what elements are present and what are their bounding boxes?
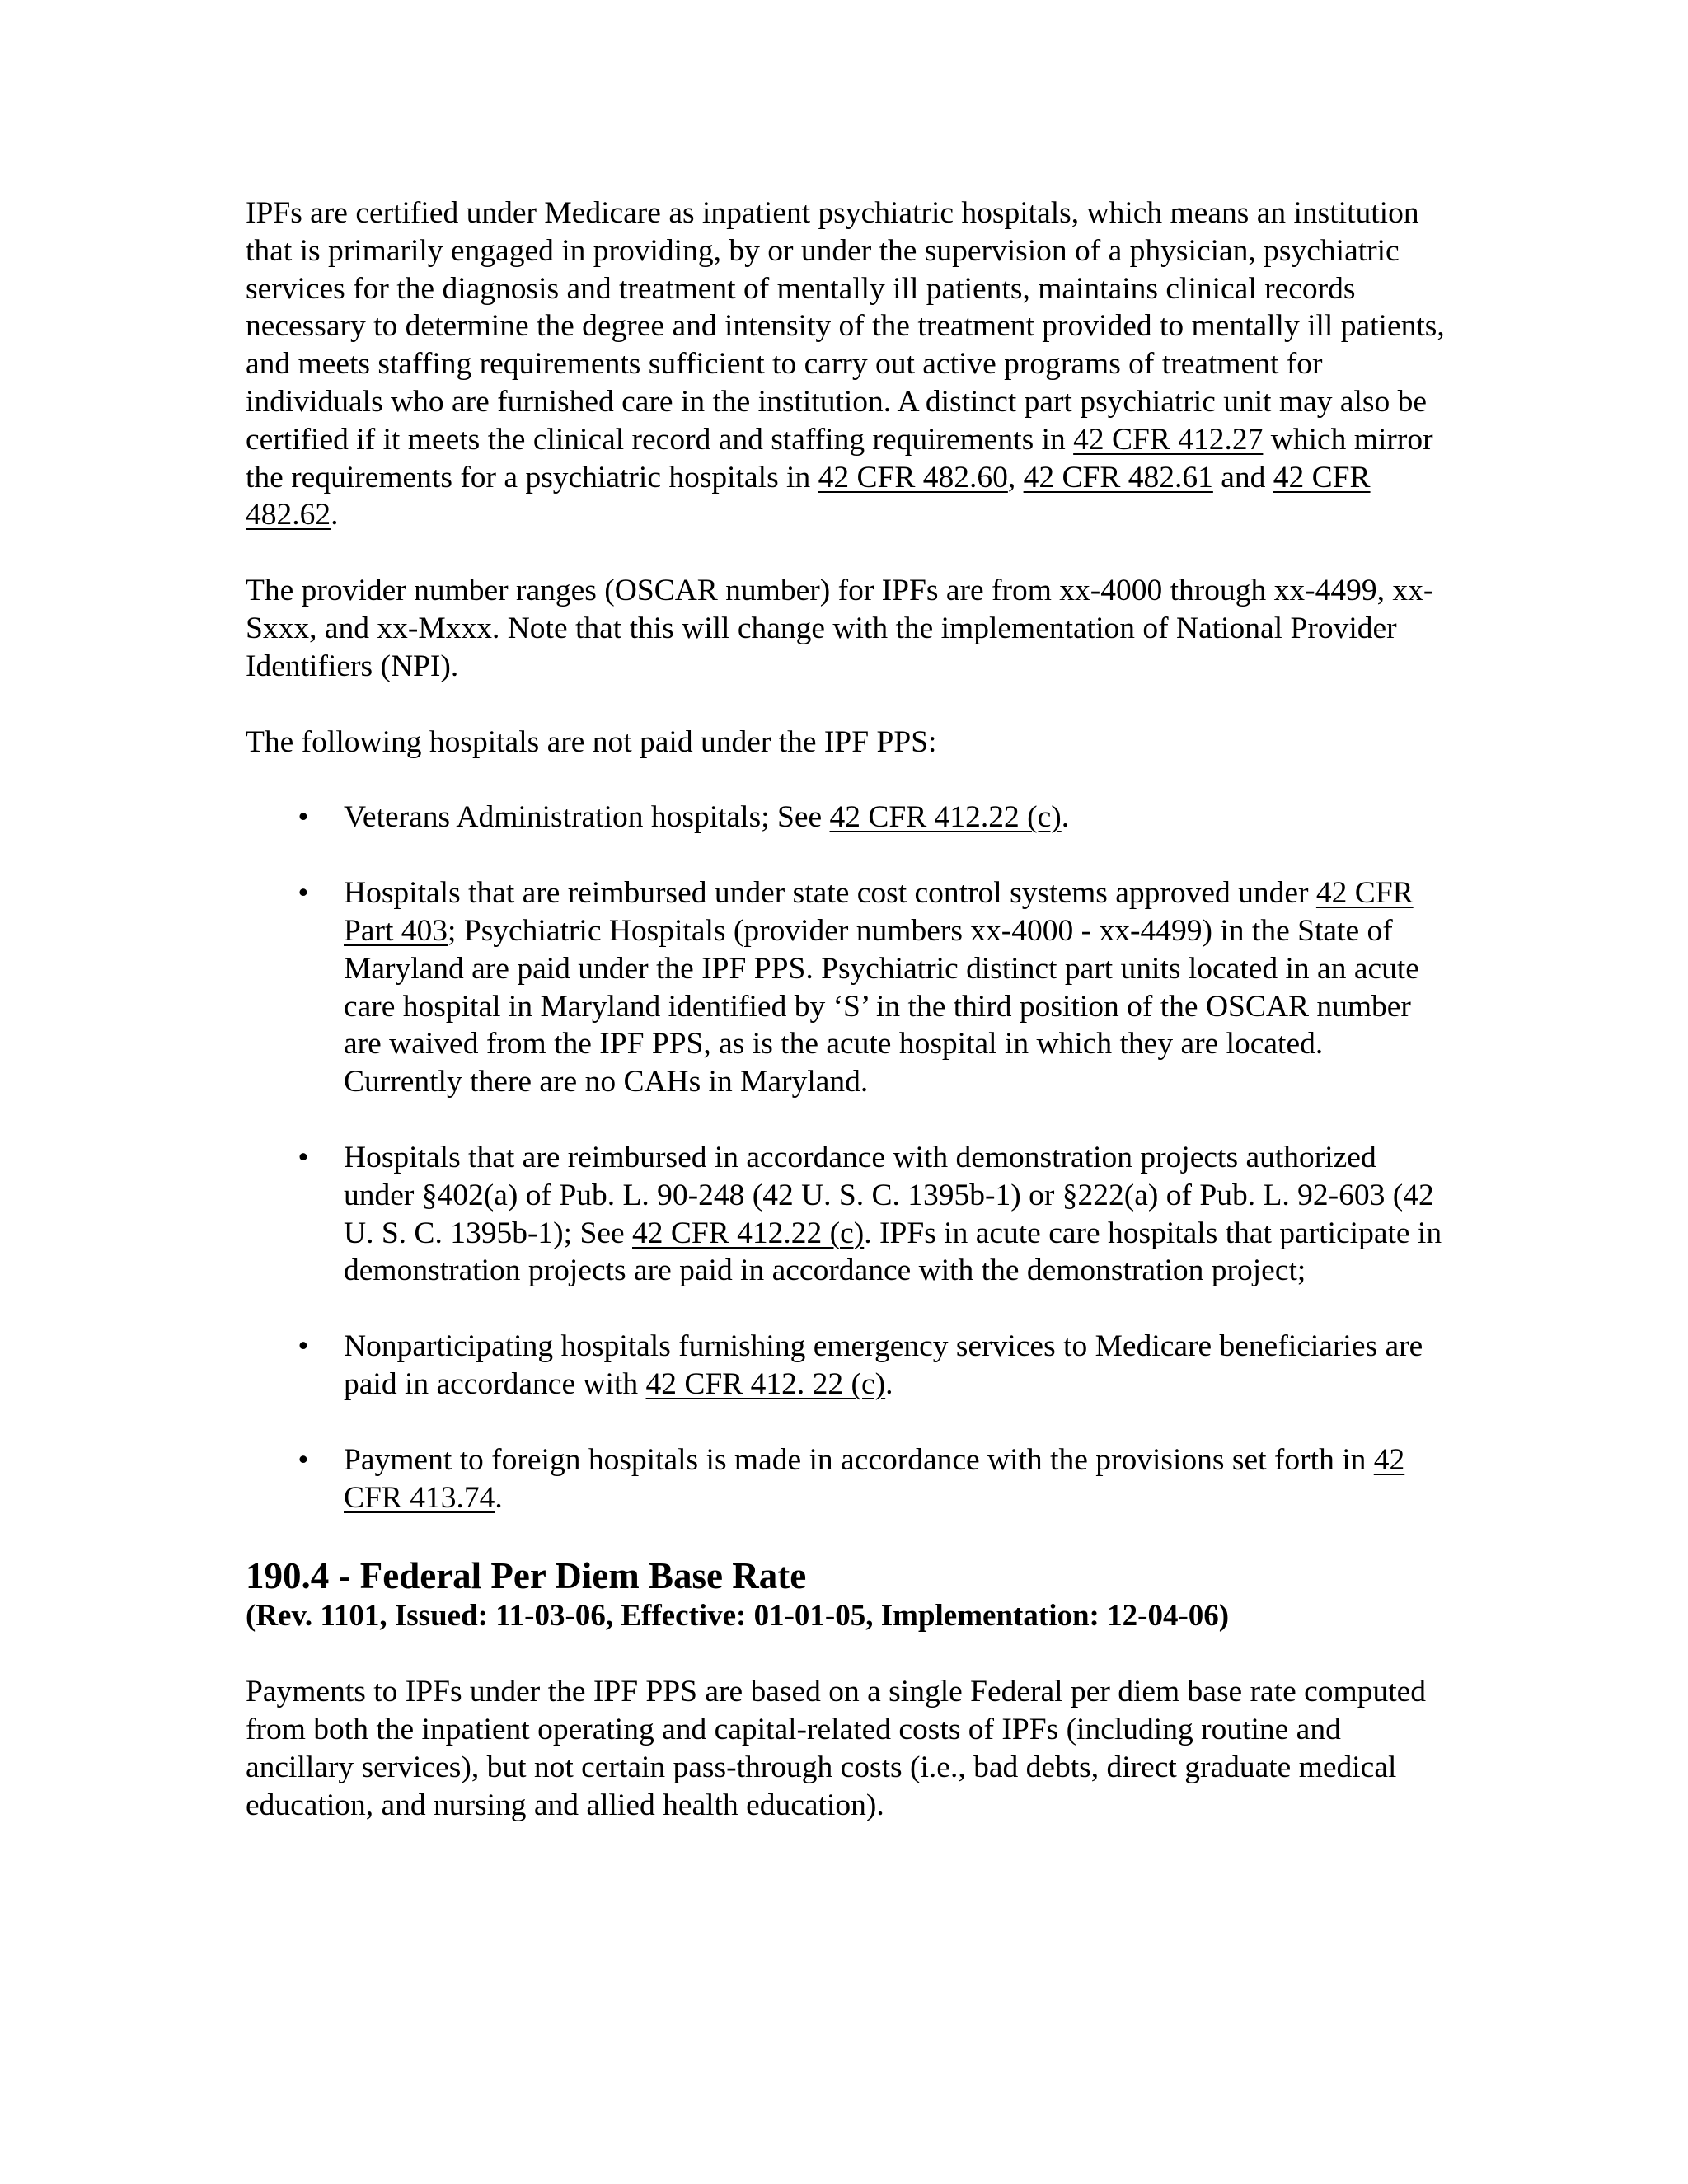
text: which mirror the requirements for a psychiatric hospitals in <box>246 422 1433 494</box>
text: Nonparticipating hospitals furnishing emergency services to Medicare beneficiaries are paid in accordance with <box>344 1329 1423 1401</box>
revision-line: (Rev. 1101, Issued: 11-03-06, Effective: 01-01-05, Implementation: 12-04-06) <box>246 1599 1230 1633</box>
cfr-link-412-22c[interactable]: 42 CFR 412.22 (c) <box>829 800 1062 835</box>
paragraph-per-diem: Payments to IPFs under the IPF PPS are based on a single Federal per diem base rate computed from both the inpatient operating and capital-related costs of IPFs (including routine and ancillary services), but not certain pass-through costs (i.e., bad debts, direct graduate medical education, and nursing and allied health education). <box>246 1675 1427 1822</box>
text: Hospitals that are reimbursed under state cost control systems approved under <box>344 876 1316 911</box>
cfr-link-412-22c[interactable]: 42 CFR 412.22 (c) <box>632 1216 865 1250</box>
paragraph-not-paid-intro: The following hospitals are not paid under the IPF PPS: <box>246 724 937 759</box>
list-item <box>246 874 1449 1101</box>
text: , <box>1007 460 1024 494</box>
text: . <box>1061 800 1070 835</box>
bullet-icon: • <box>298 876 309 911</box>
cfr-link-482-60[interactable]: 42 CFR 482.60 <box>818 460 1008 494</box>
text: . IPFs in acute care hospitals that participate in demonstration projects are paid in accordance with the demonstration project; <box>344 1216 1442 1288</box>
bullet-icon: • <box>298 1442 309 1477</box>
exclusion-list <box>246 799 1449 1516</box>
paragraph-certification <box>246 194 1449 534</box>
text: Payment to foreign hospitals is made in accordance with the provisions set forth in <box>344 1442 1374 1477</box>
text: ; Psychiatric Hospitals (provider numbers xx-4000 - xx-4499) in the State of Maryland are paid under the IPF PPS. Psychiatric distinct part units located in an acute care hospital in Maryland identified by ‘S’ in the third position of the OSCAR number are waived from the IPF PPS, as is the acute hospital in which they are located. Currently there are no CAHs in Maryland. <box>344 913 1419 1099</box>
list-item <box>246 1139 1449 1290</box>
cfr-link-part-403[interactable]: 42 CFR Part 403 <box>344 876 1414 948</box>
list-item <box>246 1328 1449 1404</box>
cfr-link-413-74[interactable]: 42 CFR 413.74 <box>344 1442 1405 1515</box>
text: . <box>331 498 339 532</box>
section-heading: 190.4 - Federal Per Diem Base Rate <box>246 1555 807 1597</box>
cfr-link-482-61[interactable]: 42 CFR 482.61 <box>1023 460 1213 494</box>
cfr-link-412-27[interactable]: 42 CFR 412.27 <box>1073 422 1264 457</box>
paragraph-provider-numbers: The provider number ranges (OSCAR number) for IPFs are from xx-4000 through xx-4499, xx-Sxxx, and xx-Mxxx. Note that this will change with the implementation of National Provider Identifiers (NPI). <box>246 574 1434 683</box>
list-item <box>246 799 1449 837</box>
text: . <box>885 1366 893 1401</box>
text: . <box>495 1480 503 1515</box>
text: Veterans Administration hospitals; See <box>344 800 830 835</box>
document-page <box>246 194 1449 1863</box>
bullet-icon: • <box>298 1329 309 1364</box>
text: Hospitals that are reimbursed in accordance with demonstration projects authorized under §402(a) of Pub. L. 90-248 (42 U. S. C. 1395b-1) or §222(a) of Pub. L. 92-603 (42 U. S. C. 1395b-1); See <box>344 1140 1434 1250</box>
cfr-link-412-22c[interactable]: 42 CFR 412. 22 (c) <box>645 1366 886 1401</box>
list-item <box>246 1441 1449 1517</box>
cfr-link-482-62[interactable]: 42 CFR 482.62 <box>246 460 1371 532</box>
text: and <box>1212 460 1273 494</box>
bullet-icon: • <box>298 800 309 835</box>
bullet-icon: • <box>298 1140 309 1174</box>
text: IPFs are certified under Medicare as inpatient psychiatric hospitals, which means an institution that is primarily engaged in providing, by or under the supervision of a physician, psychiatric services for the diagnosis and treatment of mentally ill patients, maintains clinical records necessary to determine the degree and intensity of the treatment provided to mentally ill patients, and meets staffing requirements sufficient to carry out active programs of treatment for individuals who are furnished care in the institution. A distinct part psychiatric unit may also be certified if it meets the clinical record and staffing requirements in <box>246 196 1445 457</box>
